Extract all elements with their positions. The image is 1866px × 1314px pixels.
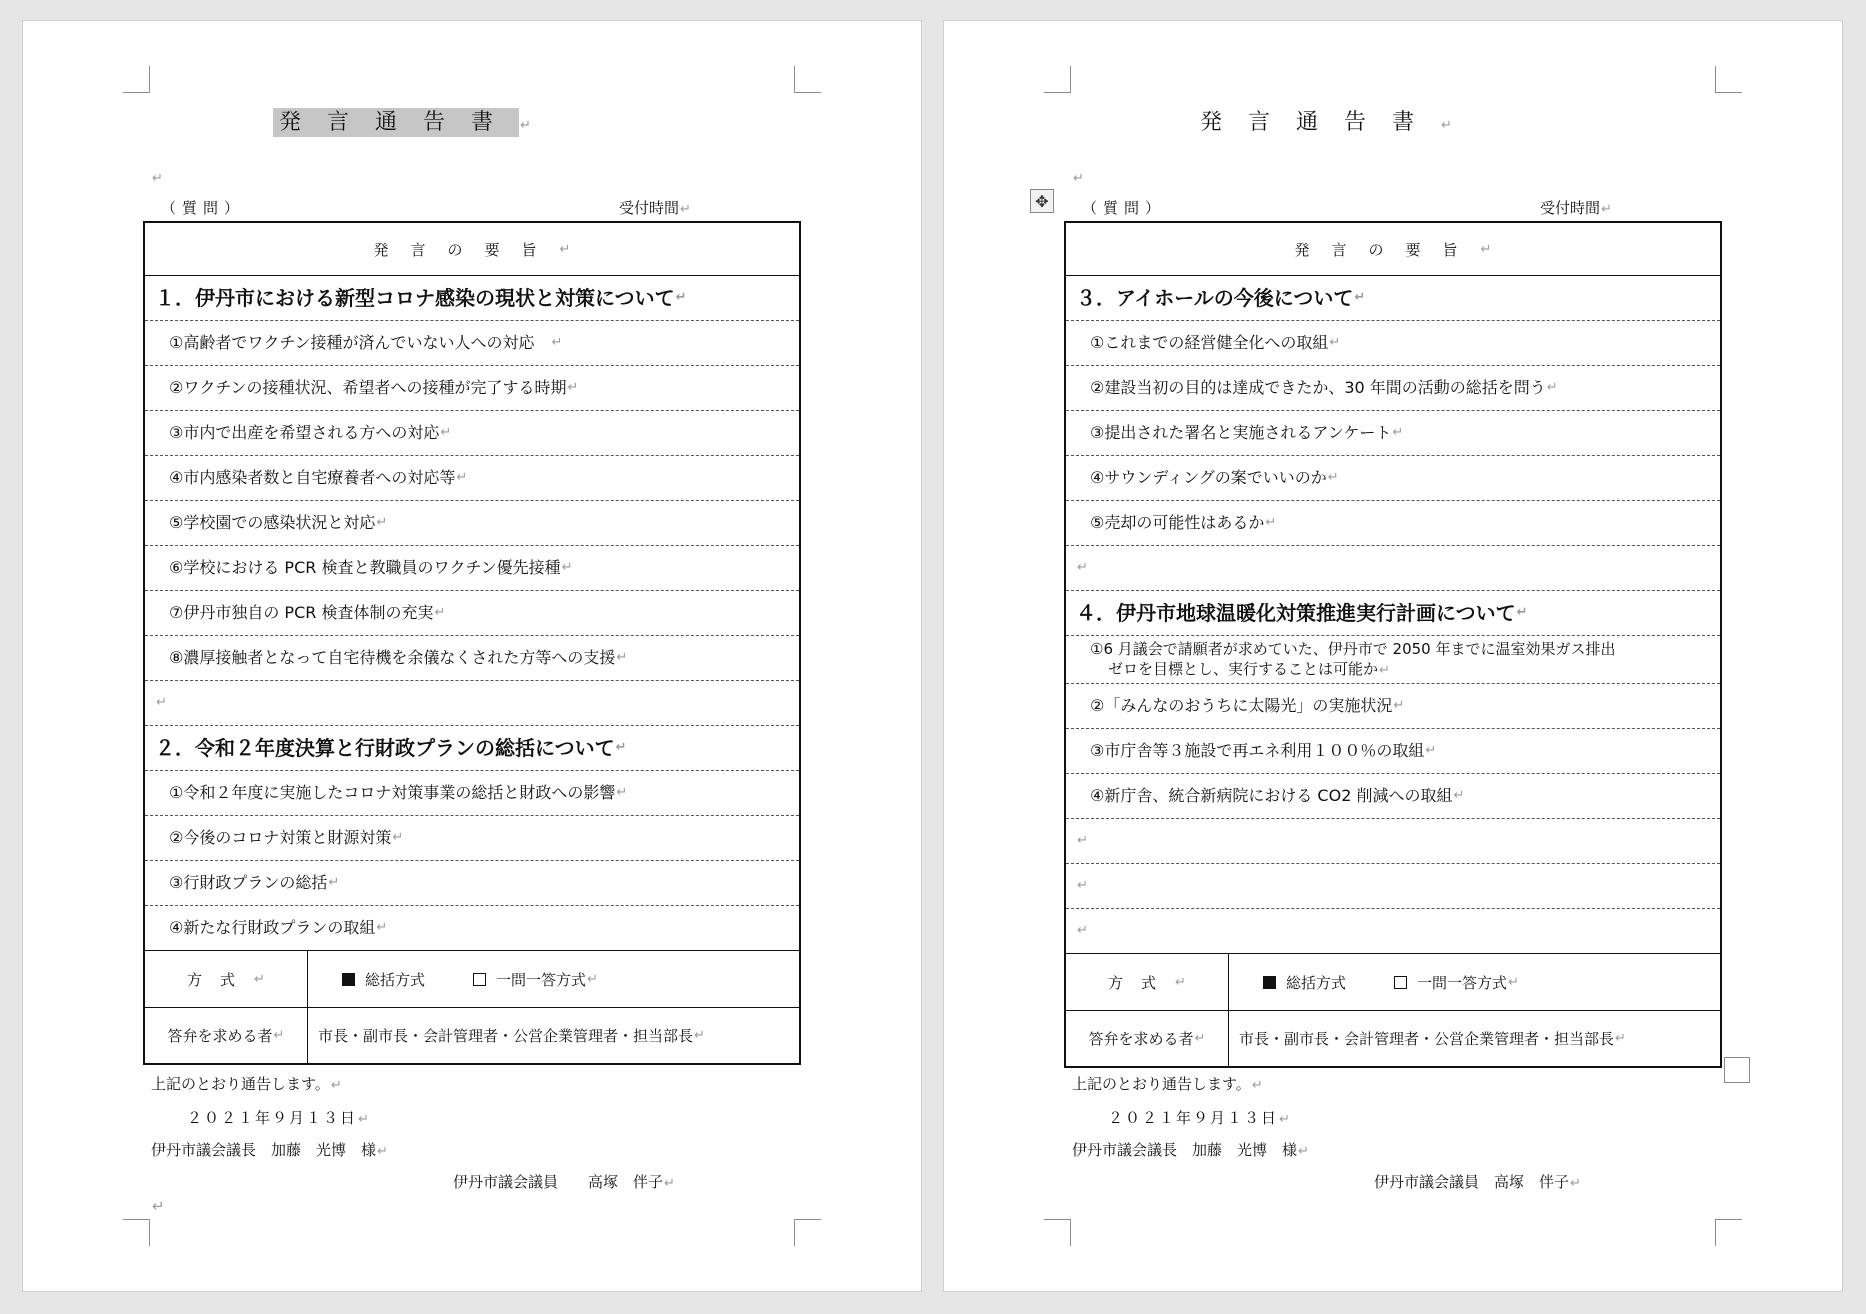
method-option-summary: 総括方式 (365, 970, 426, 989)
footer-date: ２０２１年９月１３日↵ (187, 1109, 371, 1127)
checkbox-empty-icon[interactable] (1394, 976, 1407, 989)
table-row[interactable]: ④サウンディングの案でいいのか ↵ (1066, 456, 1720, 501)
checkbox-checked-icon[interactable] (1263, 976, 1276, 989)
footer-member: 伊丹市議会議員 高塚 伴子↵ (453, 1173, 675, 1191)
table-row-empty[interactable]: ↵ (145, 681, 799, 726)
question-label: （質問） (1082, 199, 1167, 217)
table-row[interactable]: ①令和２年度に実施したコロナ対策事業の総括と財政への影響 ↵ (145, 771, 799, 816)
table-row-empty[interactable]: ↵ (1066, 546, 1720, 591)
table-move-handle-icon[interactable]: ✥ (1030, 189, 1054, 213)
method-row (145, 951, 799, 1007)
crop-mark-top-left (1044, 66, 1071, 93)
reception-time-label: 受付時間↵ (1540, 199, 1612, 217)
table-row[interactable]: ⑤学校園での感染状況と対応 ↵ (145, 501, 799, 546)
footer-notice: 上記のとおり通告します。↵ (1072, 1075, 1263, 1093)
table-header: 発言の要旨 ↵ (145, 223, 799, 276)
method-label: 方式 ↵ (1066, 954, 1229, 1010)
footer-member: 伊丹市議会議員 高塚 伴子↵ (1374, 1173, 1581, 1191)
crop-mark-top-right (794, 66, 821, 93)
document-page-1[interactable] (22, 20, 922, 1292)
method-option-summary: 総括方式 (1286, 973, 1347, 992)
table-row[interactable]: ２．令和２年度決算と行財政プランの総括について ↵ (145, 726, 799, 771)
empty-paragraph-mark: ↵ (152, 171, 163, 186)
footer-chair: 伊丹市議会議長 加藤 光博 様↵ (1072, 1141, 1309, 1159)
table-row[interactable]: ⑤売却の可能性はあるか ↵ (1066, 501, 1720, 546)
crop-mark-bottom-right (794, 1219, 821, 1246)
table-row[interactable]: ③行財政プランの総括 ↵ (145, 861, 799, 906)
checkbox-checked-icon[interactable] (342, 973, 355, 986)
table-header: 発言の要旨 ↵ (1066, 223, 1720, 276)
table-row[interactable]: ⑥学校における PCR 検査と教職員のワクチン優先接種 ↵ (145, 546, 799, 591)
table-row[interactable]: ③市内で出産を希望される方への対応 ↵ (145, 411, 799, 456)
crop-mark-top-right (1715, 66, 1742, 93)
document-page-2[interactable] (943, 20, 1843, 1292)
answerer-label: 答弁を求める者 ↵ (145, 1008, 308, 1063)
table-resize-handle[interactable] (1724, 1057, 1750, 1083)
empty-paragraph-mark: ↵ (152, 1197, 165, 1215)
crop-mark-bottom-right (1715, 1219, 1742, 1246)
answerer-value[interactable]: 市長・副市長・会計管理者・公営企業管理者・担当部長 ↵ (1239, 1030, 1626, 1048)
footer-chair: 伊丹市議会議長 加藤 光博 様↵ (151, 1141, 388, 1159)
footer-notice: 上記のとおり通告します。↵ (151, 1075, 342, 1093)
answerer-row (1066, 1010, 1720, 1066)
method-option-qa: 一問一答方式 (496, 970, 587, 989)
table-row[interactable]: ③提出された署名と実施されるアンケート ↵ (1066, 411, 1720, 456)
table-row-empty[interactable]: ↵ (1066, 864, 1720, 909)
crop-mark-bottom-left (123, 1219, 150, 1246)
table-row[interactable]: ④市内感染者数と自宅療養者への対応等 ↵ (145, 456, 799, 501)
table-row[interactable]: ②ワクチンの接種状況、希望者への接種が完了する時期 ↵ (145, 366, 799, 411)
empty-paragraph-mark: ↵ (1073, 171, 1084, 186)
reception-time-label: 受付時間↵ (619, 199, 691, 217)
answerer-label: 答弁を求める者 ↵ (1066, 1011, 1229, 1066)
method-option-qa: 一問一答方式 (1417, 973, 1508, 992)
table-row[interactable]: ②「みんなのおうちに太陽光」の実施状況 ↵ (1066, 684, 1720, 729)
answerer-row (145, 1007, 799, 1063)
table-row[interactable]: ②建設当初の目的は達成できたか、30 年間の活動の総括を問う ↵ (1066, 366, 1720, 411)
question-label: （質問） (161, 199, 246, 217)
statement-table[interactable] (143, 221, 801, 1065)
table-row[interactable]: ②今後のコロナ対策と財源対策 ↵ (145, 816, 799, 861)
method-options[interactable]: 総括方式 一問一答方式 ↵ (1229, 954, 1720, 1010)
checkbox-empty-icon[interactable] (473, 973, 486, 986)
answerer-value[interactable]: 市長・副市長・会計管理者・公営企業管理者・担当部長 ↵ (318, 1027, 705, 1045)
table-row[interactable]: ③市庁舎等３施設で再エネ利用１００％の取組 ↵ (1066, 729, 1720, 774)
method-label: 方式 ↵ (145, 951, 308, 1007)
table-row-empty[interactable]: ↵ (1066, 819, 1720, 864)
table-row[interactable]: ④新たな行財政プランの取組 ↵ (145, 906, 799, 951)
table-row[interactable]: ⑧濃厚接触者となって自宅待機を余儀なくされた方等への支援 ↵ (145, 636, 799, 681)
statement-table[interactable] (1064, 221, 1722, 1068)
document-title[interactable]: 発言通告書↵ (1200, 110, 1452, 135)
table-row-empty[interactable]: ↵ (1066, 909, 1720, 954)
footer-date: ２０２１年９月１３日↵ (1108, 1109, 1292, 1127)
table-row[interactable]: ３．アイホールの今後について ↵ (1066, 276, 1720, 321)
method-options[interactable]: 総括方式 一問一答方式 ↵ (308, 951, 799, 1007)
table-row[interactable]: ④新庁舎、統合新病院における CO2 削減への取組 ↵ (1066, 774, 1720, 819)
table-row[interactable]: ①6 月議会で請願者が求めていた、伊丹市で 2050 年までに温室効果ガス排出 ゼロを目標とし、実行することは可能か↵ (1066, 636, 1720, 684)
method-row (1066, 954, 1720, 1010)
table-row[interactable]: ①これまでの経営健全化への取組 ↵ (1066, 321, 1720, 366)
table-row[interactable]: ⑦伊丹市独自の PCR 検査体制の充実 ↵ (145, 591, 799, 636)
document-title[interactable]: 発言通告書↵ (123, 105, 681, 136)
crop-mark-top-left (123, 66, 150, 93)
table-row[interactable]: １．伊丹市における新型コロナ感染の現状と対策について ↵ (145, 276, 799, 321)
crop-mark-bottom-left (1044, 1219, 1071, 1246)
table-row[interactable]: ①高齢者でワクチン接種が済んでいない人への対応 ↵ (145, 321, 799, 366)
table-row[interactable]: ４．伊丹市地球温暖化対策推進実行計画について ↵ (1066, 591, 1720, 636)
